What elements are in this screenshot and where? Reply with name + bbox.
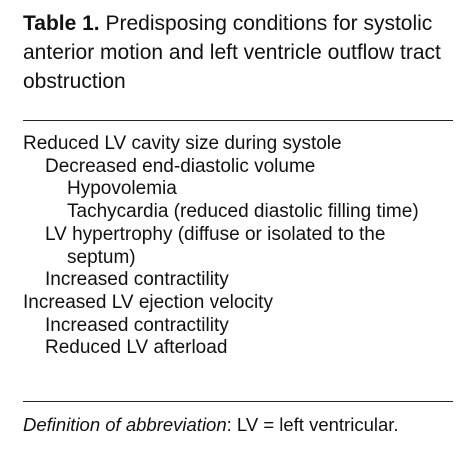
condition-list [23, 133, 455, 360]
condition-row: Reduced LV cavity size during systole [23, 133, 342, 154]
footnote-term: Definition of abbreviation [23, 414, 227, 435]
table-title [23, 9, 463, 96]
table-footnote [23, 413, 463, 437]
condition-row: LV hypertrophy (diffuse or isolated to the septum) [45, 223, 386, 268]
condition-row: Increased contractility [45, 314, 229, 336]
condition-row: Increased LV ejection velocity [23, 291, 273, 313]
bottom-rule [23, 401, 453, 402]
table-label: Table 1. [23, 12, 100, 35]
condition-row: Hypovolemia [67, 178, 177, 200]
condition-row: Decreased end-diastolic volume [45, 155, 316, 177]
footnote-definition: : LV = left ventricular. [226, 414, 399, 435]
table-caption: Predisposing conditions for systolic anterior motion and left ventricle outflow tract obstruction [23, 12, 441, 93]
top-rule [23, 120, 453, 121]
condition-row: Reduced LV afterload [45, 337, 228, 359]
condition-row: Tachycardia (reduced diastolic filling time) [67, 201, 419, 223]
condition-row: Increased contractility [45, 269, 229, 291]
